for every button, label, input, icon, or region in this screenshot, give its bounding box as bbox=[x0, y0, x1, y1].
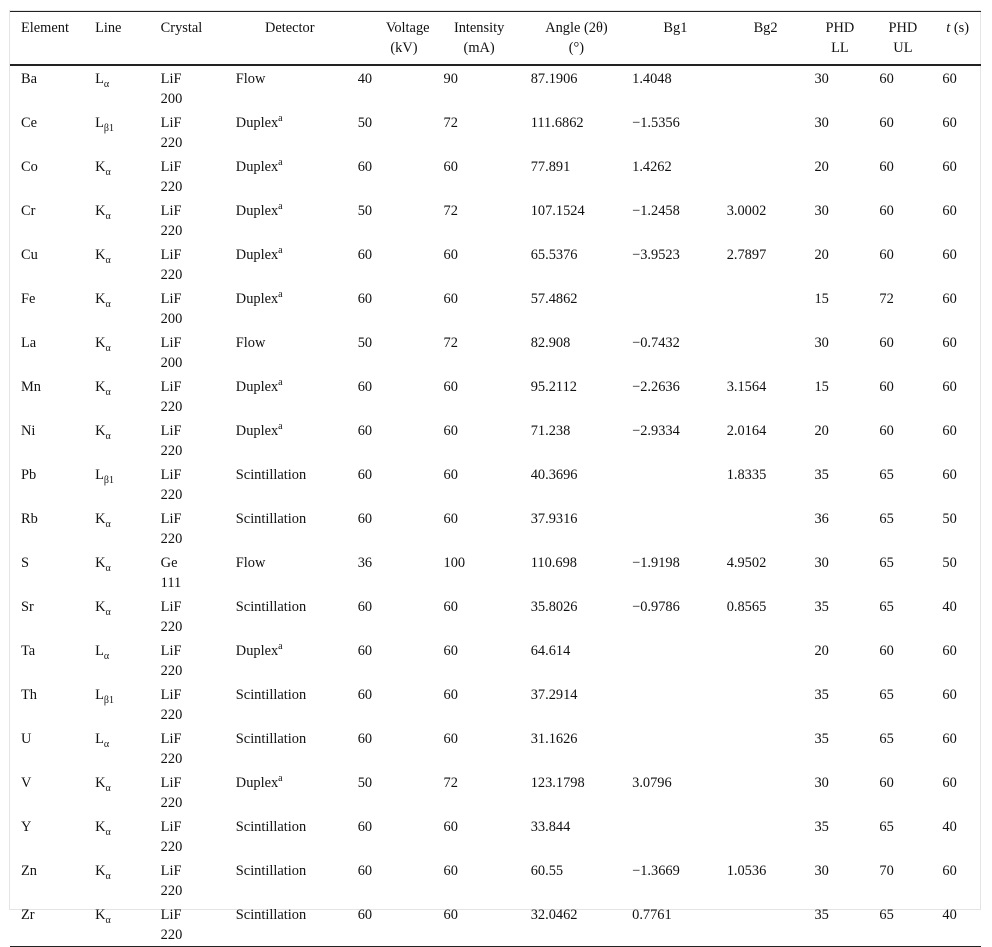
table-row bbox=[10, 374, 981, 418]
cell-phd-ll: 30 bbox=[814, 335, 829, 351]
cell-voltage: 50 bbox=[357, 775, 373, 791]
footnote-marker: a bbox=[278, 641, 283, 653]
cell-angle: 107.1524 bbox=[530, 203, 585, 219]
cell-line: $K_\alpha$ bbox=[95, 599, 111, 618]
cell-crystal: LiF 220 bbox=[160, 203, 183, 239]
cell-voltage: 60 bbox=[357, 599, 373, 615]
cell-phd-ll: 20 bbox=[814, 643, 829, 659]
footnote-marker: a bbox=[278, 421, 283, 433]
table-row bbox=[10, 418, 981, 462]
footnote-marker: a bbox=[278, 157, 283, 169]
header-phd-ll: PHD LL bbox=[825, 20, 855, 56]
cell-time: 60 bbox=[942, 115, 957, 131]
cell-bg2: 1.0536 bbox=[726, 863, 767, 879]
cell-intensity: 60 bbox=[443, 291, 458, 307]
cell-angle: 95.2112 bbox=[530, 379, 577, 395]
cell-line: $K_\alpha$ bbox=[95, 203, 111, 222]
cell-bg1: 3.0796 bbox=[632, 775, 672, 791]
cell-bg2 bbox=[723, 154, 809, 198]
cell-phd-ul: 60 bbox=[879, 247, 894, 263]
cell-phd-ll: 35 bbox=[814, 731, 829, 747]
cell-crystal: LiF 200 bbox=[160, 71, 183, 107]
cell-phd-ll: 30 bbox=[814, 71, 829, 87]
cell-time: 60 bbox=[942, 379, 957, 395]
cell-bg2 bbox=[723, 770, 809, 814]
header-voltage: Voltage (kV) bbox=[385, 20, 430, 56]
cell-element: V bbox=[21, 775, 32, 791]
cell-phd-ul: 65 bbox=[879, 687, 894, 703]
cell-angle: 40.3696 bbox=[530, 467, 578, 483]
cell-bg1: −2.9334 bbox=[632, 423, 680, 439]
cell-voltage: 36 bbox=[357, 555, 373, 571]
cell-phd-ul: 72 bbox=[879, 291, 894, 307]
cell-phd-ll: 35 bbox=[814, 467, 829, 483]
cell-bg2: 0.8565 bbox=[726, 599, 767, 615]
cell-angle: 57.4862 bbox=[530, 291, 578, 307]
cell-phd-ll: 15 bbox=[814, 291, 829, 307]
cell-bg2: 3.0002 bbox=[726, 203, 767, 219]
cell-detector: Scintillation bbox=[235, 511, 307, 527]
cell-phd-ul: 60 bbox=[879, 423, 894, 439]
cell-voltage: 50 bbox=[357, 335, 373, 351]
cell-bg2: 2.0164 bbox=[726, 423, 767, 439]
cell-line: $L_{\beta 1}$ bbox=[95, 467, 114, 486]
cell-bg1 bbox=[628, 462, 723, 506]
cell-element: Pb bbox=[21, 467, 37, 483]
header-detector: Detector bbox=[264, 20, 315, 36]
cell-line: $K_\alpha$ bbox=[95, 291, 111, 310]
cell-crystal: LiF 220 bbox=[160, 467, 183, 503]
cell-phd-ul: 60 bbox=[879, 159, 894, 175]
cell-phd-ll: 30 bbox=[814, 555, 829, 571]
cell-time: 60 bbox=[942, 159, 957, 175]
cell-voltage: 50 bbox=[357, 115, 373, 131]
cell-element: Cu bbox=[21, 247, 38, 263]
cell-bg2: 1.8335 bbox=[726, 467, 767, 483]
cell-element: S bbox=[21, 555, 30, 571]
footnote-marker: a bbox=[278, 289, 283, 301]
cell-bg1 bbox=[628, 814, 723, 858]
cell-bg2 bbox=[723, 902, 809, 947]
footnote-marker: a bbox=[278, 201, 283, 213]
cell-time: 50 bbox=[942, 555, 957, 571]
cell-detector: Scintillation bbox=[235, 731, 307, 747]
cell-detector: Duplex$^a$ bbox=[235, 289, 283, 307]
table-body bbox=[10, 65, 981, 947]
cell-detector: Duplex$^a$ bbox=[235, 113, 283, 131]
cell-bg1: −0.9786 bbox=[632, 599, 680, 615]
cell-angle: 33.844 bbox=[530, 819, 571, 835]
cell-intensity: 90 bbox=[443, 71, 458, 87]
cell-phd-ll: 20 bbox=[814, 247, 829, 263]
cell-voltage: 60 bbox=[357, 819, 373, 835]
cell-element: Ta bbox=[21, 643, 36, 659]
cell-angle: 82.908 bbox=[530, 335, 571, 351]
cell-voltage: 60 bbox=[357, 159, 373, 175]
cell-bg1: 1.4262 bbox=[632, 159, 672, 175]
cell-voltage: 60 bbox=[357, 511, 373, 527]
table-row bbox=[10, 550, 981, 594]
cell-time: 40 bbox=[942, 599, 957, 615]
cell-phd-ul: 65 bbox=[879, 467, 894, 483]
cell-angle: 71.238 bbox=[530, 423, 571, 439]
cell-phd-ul: 65 bbox=[879, 819, 894, 835]
cell-crystal: LiF 220 bbox=[160, 687, 183, 723]
cell-bg1: −1.5356 bbox=[632, 115, 680, 131]
cell-detector: Flow bbox=[235, 555, 266, 571]
table-row bbox=[10, 110, 981, 154]
cell-time: 60 bbox=[942, 71, 957, 87]
cell-bg1 bbox=[628, 638, 723, 682]
cell-phd-ll: 35 bbox=[814, 599, 829, 615]
cell-voltage: 60 bbox=[357, 379, 373, 395]
table-row bbox=[10, 462, 981, 506]
cell-voltage: 60 bbox=[357, 423, 373, 439]
cell-detector: Duplex$^a$ bbox=[235, 421, 283, 439]
cell-phd-ul: 65 bbox=[879, 731, 894, 747]
cell-element: Zr bbox=[21, 907, 35, 923]
cell-angle: 32.0462 bbox=[530, 907, 578, 923]
cell-detector: Scintillation bbox=[235, 907, 307, 923]
cell-angle: 37.2914 bbox=[530, 687, 578, 703]
cell-element: Mn bbox=[21, 379, 41, 395]
cell-line: $L_{\beta 1}$ bbox=[95, 115, 114, 134]
cell-phd-ll: 20 bbox=[814, 159, 829, 175]
cell-voltage: 60 bbox=[357, 907, 373, 923]
cell-intensity: 60 bbox=[443, 159, 458, 175]
cell-bg1 bbox=[628, 682, 723, 726]
cell-phd-ll: 36 bbox=[814, 511, 829, 527]
header-phd-ul: PHD UL bbox=[888, 20, 918, 56]
cell-bg1: 0.7761 bbox=[632, 907, 672, 923]
cell-voltage: 60 bbox=[357, 863, 373, 879]
cell-crystal: LiF 220 bbox=[160, 863, 183, 899]
cell-element: Y bbox=[21, 819, 32, 835]
cell-crystal: LiF 220 bbox=[160, 907, 183, 943]
table-row bbox=[10, 682, 981, 726]
cell-bg2: 3.1564 bbox=[726, 379, 767, 395]
cell-line: $K_\alpha$ bbox=[95, 159, 111, 178]
cell-time: 50 bbox=[942, 511, 957, 527]
cell-phd-ll: 20 bbox=[814, 423, 829, 439]
cell-element: Ce bbox=[21, 115, 37, 131]
cell-angle: 60.55 bbox=[530, 863, 564, 879]
cell-angle: 31.1626 bbox=[530, 731, 578, 747]
cell-phd-ul: 60 bbox=[879, 335, 894, 351]
cell-intensity: 60 bbox=[443, 863, 458, 879]
cell-time: 40 bbox=[942, 819, 957, 835]
cell-detector: Scintillation bbox=[235, 599, 307, 615]
cell-bg1 bbox=[628, 286, 723, 330]
header-bg1: Bg1 bbox=[663, 20, 688, 36]
cell-intensity: 72 bbox=[443, 115, 458, 131]
footnote-marker: a bbox=[278, 113, 283, 125]
header-intensity: Intensity (mA) bbox=[453, 20, 505, 56]
cell-time: 60 bbox=[942, 731, 957, 747]
cell-intensity: 72 bbox=[443, 775, 458, 791]
table-row bbox=[10, 814, 981, 858]
cell-detector: Scintillation bbox=[235, 687, 307, 703]
table-row bbox=[10, 638, 981, 682]
cell-intensity: 60 bbox=[443, 731, 458, 747]
cell-detector: Duplex$^a$ bbox=[235, 641, 283, 659]
cell-crystal: LiF 220 bbox=[160, 115, 183, 151]
cell-element: Ni bbox=[21, 423, 36, 439]
cell-line: $K_\alpha$ bbox=[95, 775, 111, 794]
cell-crystal: LiF 220 bbox=[160, 247, 183, 283]
cell-phd-ul: 65 bbox=[879, 511, 894, 527]
cell-time: 60 bbox=[942, 643, 957, 659]
cell-angle: 110.698 bbox=[530, 555, 577, 571]
cell-angle: 64.614 bbox=[530, 643, 571, 659]
cell-detector: Duplex$^a$ bbox=[235, 245, 283, 263]
header-element: Element bbox=[21, 20, 69, 36]
table-row bbox=[10, 902, 981, 947]
cell-element: Ba bbox=[21, 71, 37, 87]
cell-line: $L_{\beta 1}$ bbox=[95, 687, 114, 706]
cell-phd-ll: 35 bbox=[814, 687, 829, 703]
cell-phd-ll: 35 bbox=[814, 819, 829, 835]
cell-bg1 bbox=[628, 726, 723, 770]
cell-line: $K_\alpha$ bbox=[95, 335, 111, 354]
header-bg2: Bg2 bbox=[753, 20, 778, 36]
cell-bg2: 4.9502 bbox=[726, 555, 767, 571]
cell-crystal: LiF 220 bbox=[160, 511, 183, 547]
cell-time: 60 bbox=[942, 775, 957, 791]
header-time: t (s) bbox=[946, 20, 970, 36]
cell-line: $K_\alpha$ bbox=[95, 511, 111, 530]
cell-intensity: 72 bbox=[443, 335, 458, 351]
cell-bg2 bbox=[723, 814, 809, 858]
cell-time: 40 bbox=[942, 907, 957, 923]
cell-time: 60 bbox=[942, 687, 957, 703]
header-row bbox=[10, 12, 981, 66]
cell-crystal: LiF 220 bbox=[160, 423, 183, 459]
cell-bg2 bbox=[723, 65, 809, 110]
cell-detector: Scintillation bbox=[235, 467, 307, 483]
table-row bbox=[10, 858, 981, 902]
cell-phd-ll: 30 bbox=[814, 203, 829, 219]
cell-crystal: LiF 200 bbox=[160, 291, 183, 327]
table-row bbox=[10, 242, 981, 286]
cell-bg2: 2.7897 bbox=[726, 247, 767, 263]
table-row bbox=[10, 65, 981, 110]
cell-time: 60 bbox=[942, 247, 957, 263]
cell-bg1: 1.4048 bbox=[632, 71, 672, 87]
cell-phd-ul: 65 bbox=[879, 555, 894, 571]
cell-time: 60 bbox=[942, 203, 957, 219]
cell-bg1: −0.7432 bbox=[632, 335, 680, 351]
cell-bg2 bbox=[723, 638, 809, 682]
cell-time: 60 bbox=[942, 863, 957, 879]
cell-time: 60 bbox=[942, 467, 957, 483]
table-row bbox=[10, 506, 981, 550]
cell-line: $L_\alpha$ bbox=[95, 731, 110, 750]
table-row bbox=[10, 198, 981, 242]
cell-time: 60 bbox=[942, 335, 957, 351]
cell-phd-ll: 30 bbox=[814, 863, 829, 879]
cell-crystal: LiF 220 bbox=[160, 599, 183, 635]
cell-line: $K_\alpha$ bbox=[95, 819, 111, 838]
cell-line: $K_\alpha$ bbox=[95, 907, 111, 926]
cell-angle: 87.1906 bbox=[530, 71, 578, 87]
cell-bg2 bbox=[723, 506, 809, 550]
cell-intensity: 60 bbox=[443, 687, 458, 703]
cell-detector: Duplex$^a$ bbox=[235, 773, 283, 791]
cell-phd-ul: 65 bbox=[879, 907, 894, 923]
cell-intensity: 60 bbox=[443, 907, 458, 923]
cell-line: $K_\alpha$ bbox=[95, 555, 111, 574]
header-line: Line bbox=[95, 20, 122, 36]
cell-phd-ul: 60 bbox=[879, 115, 894, 131]
cell-phd-ul: 65 bbox=[879, 599, 894, 615]
cell-line: $K_\alpha$ bbox=[95, 863, 111, 882]
table-row bbox=[10, 330, 981, 374]
cell-intensity: 60 bbox=[443, 643, 458, 659]
header-angle: Angle (2θ) (°) bbox=[545, 20, 608, 56]
cell-line: $K_\alpha$ bbox=[95, 423, 111, 442]
cell-time: 60 bbox=[942, 423, 957, 439]
cell-voltage: 50 bbox=[357, 203, 373, 219]
cell-angle: 111.6862 bbox=[530, 115, 584, 131]
cell-element: Fe bbox=[21, 291, 36, 307]
cell-crystal: LiF 220 bbox=[160, 379, 183, 415]
cell-angle: 37.9316 bbox=[530, 511, 578, 527]
cell-detector: Flow bbox=[235, 71, 266, 87]
cell-intensity: 60 bbox=[443, 511, 458, 527]
cell-detector: Flow bbox=[235, 335, 266, 351]
cell-element: Cr bbox=[21, 203, 36, 219]
footnote-marker: a bbox=[278, 377, 283, 389]
cell-phd-ll: 30 bbox=[814, 775, 829, 791]
cell-phd-ul: 60 bbox=[879, 379, 894, 395]
cell-intensity: 60 bbox=[443, 599, 458, 615]
header-crystal: Crystal bbox=[160, 20, 203, 36]
cell-bg2 bbox=[723, 330, 809, 374]
cell-element: La bbox=[21, 335, 37, 351]
cell-element: U bbox=[21, 731, 32, 747]
cell-detector: Scintillation bbox=[235, 863, 307, 879]
cell-crystal: LiF 220 bbox=[160, 731, 183, 767]
cell-intensity: 60 bbox=[443, 467, 458, 483]
cell-crystal: LiF 220 bbox=[160, 643, 183, 679]
cell-line: $K_\alpha$ bbox=[95, 247, 111, 266]
cell-intensity: 100 bbox=[443, 555, 466, 571]
cell-intensity: 60 bbox=[443, 247, 458, 263]
cell-bg2 bbox=[723, 682, 809, 726]
cell-element: Sr bbox=[21, 599, 34, 615]
cell-phd-ul: 60 bbox=[879, 643, 894, 659]
cell-voltage: 40 bbox=[357, 71, 373, 87]
cell-voltage: 60 bbox=[357, 467, 373, 483]
cell-crystal: LiF 200 bbox=[160, 335, 183, 371]
cell-bg2 bbox=[723, 286, 809, 330]
cell-phd-ul: 60 bbox=[879, 775, 894, 791]
cell-element: Th bbox=[21, 687, 37, 703]
cell-intensity: 60 bbox=[443, 819, 458, 835]
cell-line: $L_\alpha$ bbox=[95, 71, 110, 90]
cell-intensity: 72 bbox=[443, 203, 458, 219]
cell-bg1: −1.3669 bbox=[632, 863, 680, 879]
cell-phd-ll: 15 bbox=[814, 379, 829, 395]
table-row bbox=[10, 286, 981, 330]
cell-element: Zn bbox=[21, 863, 37, 879]
table-row bbox=[10, 594, 981, 638]
cell-detector: Scintillation bbox=[235, 819, 307, 835]
cell-line: $K_\alpha$ bbox=[95, 379, 111, 398]
xrf-parameters-table bbox=[10, 11, 981, 947]
cell-bg2 bbox=[723, 726, 809, 770]
cell-phd-ul: 60 bbox=[879, 203, 894, 219]
cell-detector: Duplex$^a$ bbox=[235, 201, 283, 219]
cell-bg1: −1.9198 bbox=[632, 555, 680, 571]
table-row bbox=[10, 726, 981, 770]
cell-voltage: 60 bbox=[357, 731, 373, 747]
cell-crystal: LiF 220 bbox=[160, 819, 183, 855]
cell-bg1: −3.9523 bbox=[632, 247, 680, 263]
cell-bg1: −1.2458 bbox=[632, 203, 680, 219]
cell-element: Co bbox=[21, 159, 38, 175]
cell-line: $L_\alpha$ bbox=[95, 643, 110, 662]
cell-voltage: 60 bbox=[357, 643, 373, 659]
cell-voltage: 60 bbox=[357, 687, 373, 703]
cell-voltage: 60 bbox=[357, 291, 373, 307]
cell-intensity: 60 bbox=[443, 379, 458, 395]
cell-crystal: Ge 111 bbox=[160, 555, 182, 591]
footnote-marker: a bbox=[278, 773, 283, 785]
cell-detector: Duplex$^a$ bbox=[235, 377, 283, 395]
table-row bbox=[10, 770, 981, 814]
cell-angle: 77.891 bbox=[530, 159, 571, 175]
cell-phd-ll: 30 bbox=[814, 115, 829, 131]
cell-bg1 bbox=[628, 506, 723, 550]
cell-angle: 35.8026 bbox=[530, 599, 578, 615]
cell-angle: 65.5376 bbox=[530, 247, 578, 263]
cell-voltage: 60 bbox=[357, 247, 373, 263]
cell-phd-ul: 60 bbox=[879, 71, 894, 87]
cell-intensity: 60 bbox=[443, 423, 458, 439]
cell-element: Rb bbox=[21, 511, 38, 527]
cell-bg2 bbox=[723, 110, 809, 154]
cell-crystal: LiF 220 bbox=[160, 775, 183, 811]
cell-phd-ll: 35 bbox=[814, 907, 829, 923]
cell-detector: Duplex$^a$ bbox=[235, 157, 283, 175]
footnote-marker: a bbox=[278, 245, 283, 257]
table-row bbox=[10, 154, 981, 198]
cell-time: 60 bbox=[942, 291, 957, 307]
cell-angle: 123.1798 bbox=[530, 775, 585, 791]
cell-bg1: −2.2636 bbox=[632, 379, 680, 395]
cell-phd-ul: 70 bbox=[879, 863, 894, 879]
table-header bbox=[10, 12, 981, 66]
cell-crystal: LiF 220 bbox=[160, 159, 183, 195]
